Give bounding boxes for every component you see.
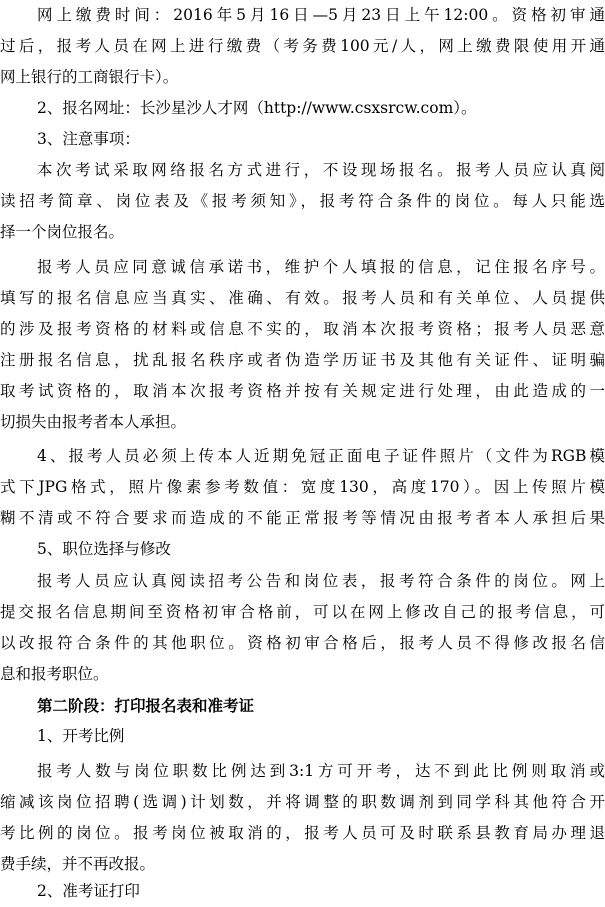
- text-line: 的涉及报考资格的材料或信息不实的，取消本次报考资格；报考人员恶意: [0, 320, 605, 338]
- text-line: 切损失由报考者本人承担。: [0, 413, 187, 431]
- text-line: 过后，报考人员在网上进行缴费（考务费100元/人，网上缴费限使用开通: [0, 37, 605, 55]
- text-line: 报考人员应同意诚信承诺书，维护个人填报的信息，记住报名序号。: [37, 258, 605, 276]
- text-line: 5、职位选择与修改: [37, 540, 171, 558]
- text-line: 提交报名信息期间至资格初审合格前，可以在网上修改自己的报考信息，可: [0, 603, 605, 621]
- text-line: 读招考简章、岗位表及《报考须知》，报考符合条件的岗位。每人只能选: [0, 192, 605, 210]
- section-heading: 第二阶段：打印报名表和准考证: [37, 696, 255, 715]
- text-line: 费手续，并不再改报。: [0, 855, 156, 873]
- text-line: 2、报名网址：长沙星沙人才网（http://www.csxsrcw.com）。: [37, 99, 477, 117]
- text-line: 报考人员应认真阅读招考公告和岗位表，报考符合条件的岗位。网上: [37, 572, 605, 590]
- text-line: 报考人数与岗位职数比例达到3:1方可开考，达不到此比例则取消或: [37, 762, 605, 780]
- text-line: 填写的报名信息应当真实、准确、有效。报考人员和有关单位、人员提供: [0, 289, 605, 307]
- text-line: 考比例的岗位。报考岗位被取消的，报考人员可及时联系县教育局办理退: [0, 824, 605, 842]
- text-line: 息和报考职位。: [0, 665, 109, 683]
- text-line: 1、开考比例: [37, 727, 125, 745]
- text-line: 2、准考证打印: [37, 882, 140, 900]
- text-line: 本次考试采取网络报名方式进行，不设现场报名。报考人员应认真阅: [37, 161, 605, 179]
- text-line: 4、报考人员必须上传本人近期免冠正面电子证件照片（文件为RGB模: [37, 447, 605, 465]
- text-line: 择一个岗位报名。: [0, 223, 125, 241]
- text-line: 注册报名信息，扰乱报名秩序或者伪造学历证书及其他有关证件、证明骗: [0, 351, 605, 369]
- text-line: 糊不清或不符合要求而造成的不能正常报考等情况由报考者本人承担后果: [0, 509, 605, 527]
- text-line: 网上银行的工商银行卡）。: [0, 68, 179, 86]
- text-line: 网上缴费时间：2016年5月16日—5月23日上午12:00。资格初审通: [37, 6, 605, 24]
- text-line: 3、注意事项：: [37, 130, 140, 148]
- text-line: 取考试资格的，取消本次报考资格并按有关规定进行处理，由此造成的一: [0, 382, 605, 400]
- text-line: 以改报符合条件的其他职位。资格初审合格后，报考人员不得修改报名信: [0, 634, 605, 652]
- text-line: 式下JPG格式，照片像素参考数值：宽度130，高度170）。因上传照片模: [0, 478, 605, 496]
- text-line: 缩减该岗位招聘(选调)计划数，并将调整的职数调剂到同学科其他符合开: [0, 793, 605, 811]
